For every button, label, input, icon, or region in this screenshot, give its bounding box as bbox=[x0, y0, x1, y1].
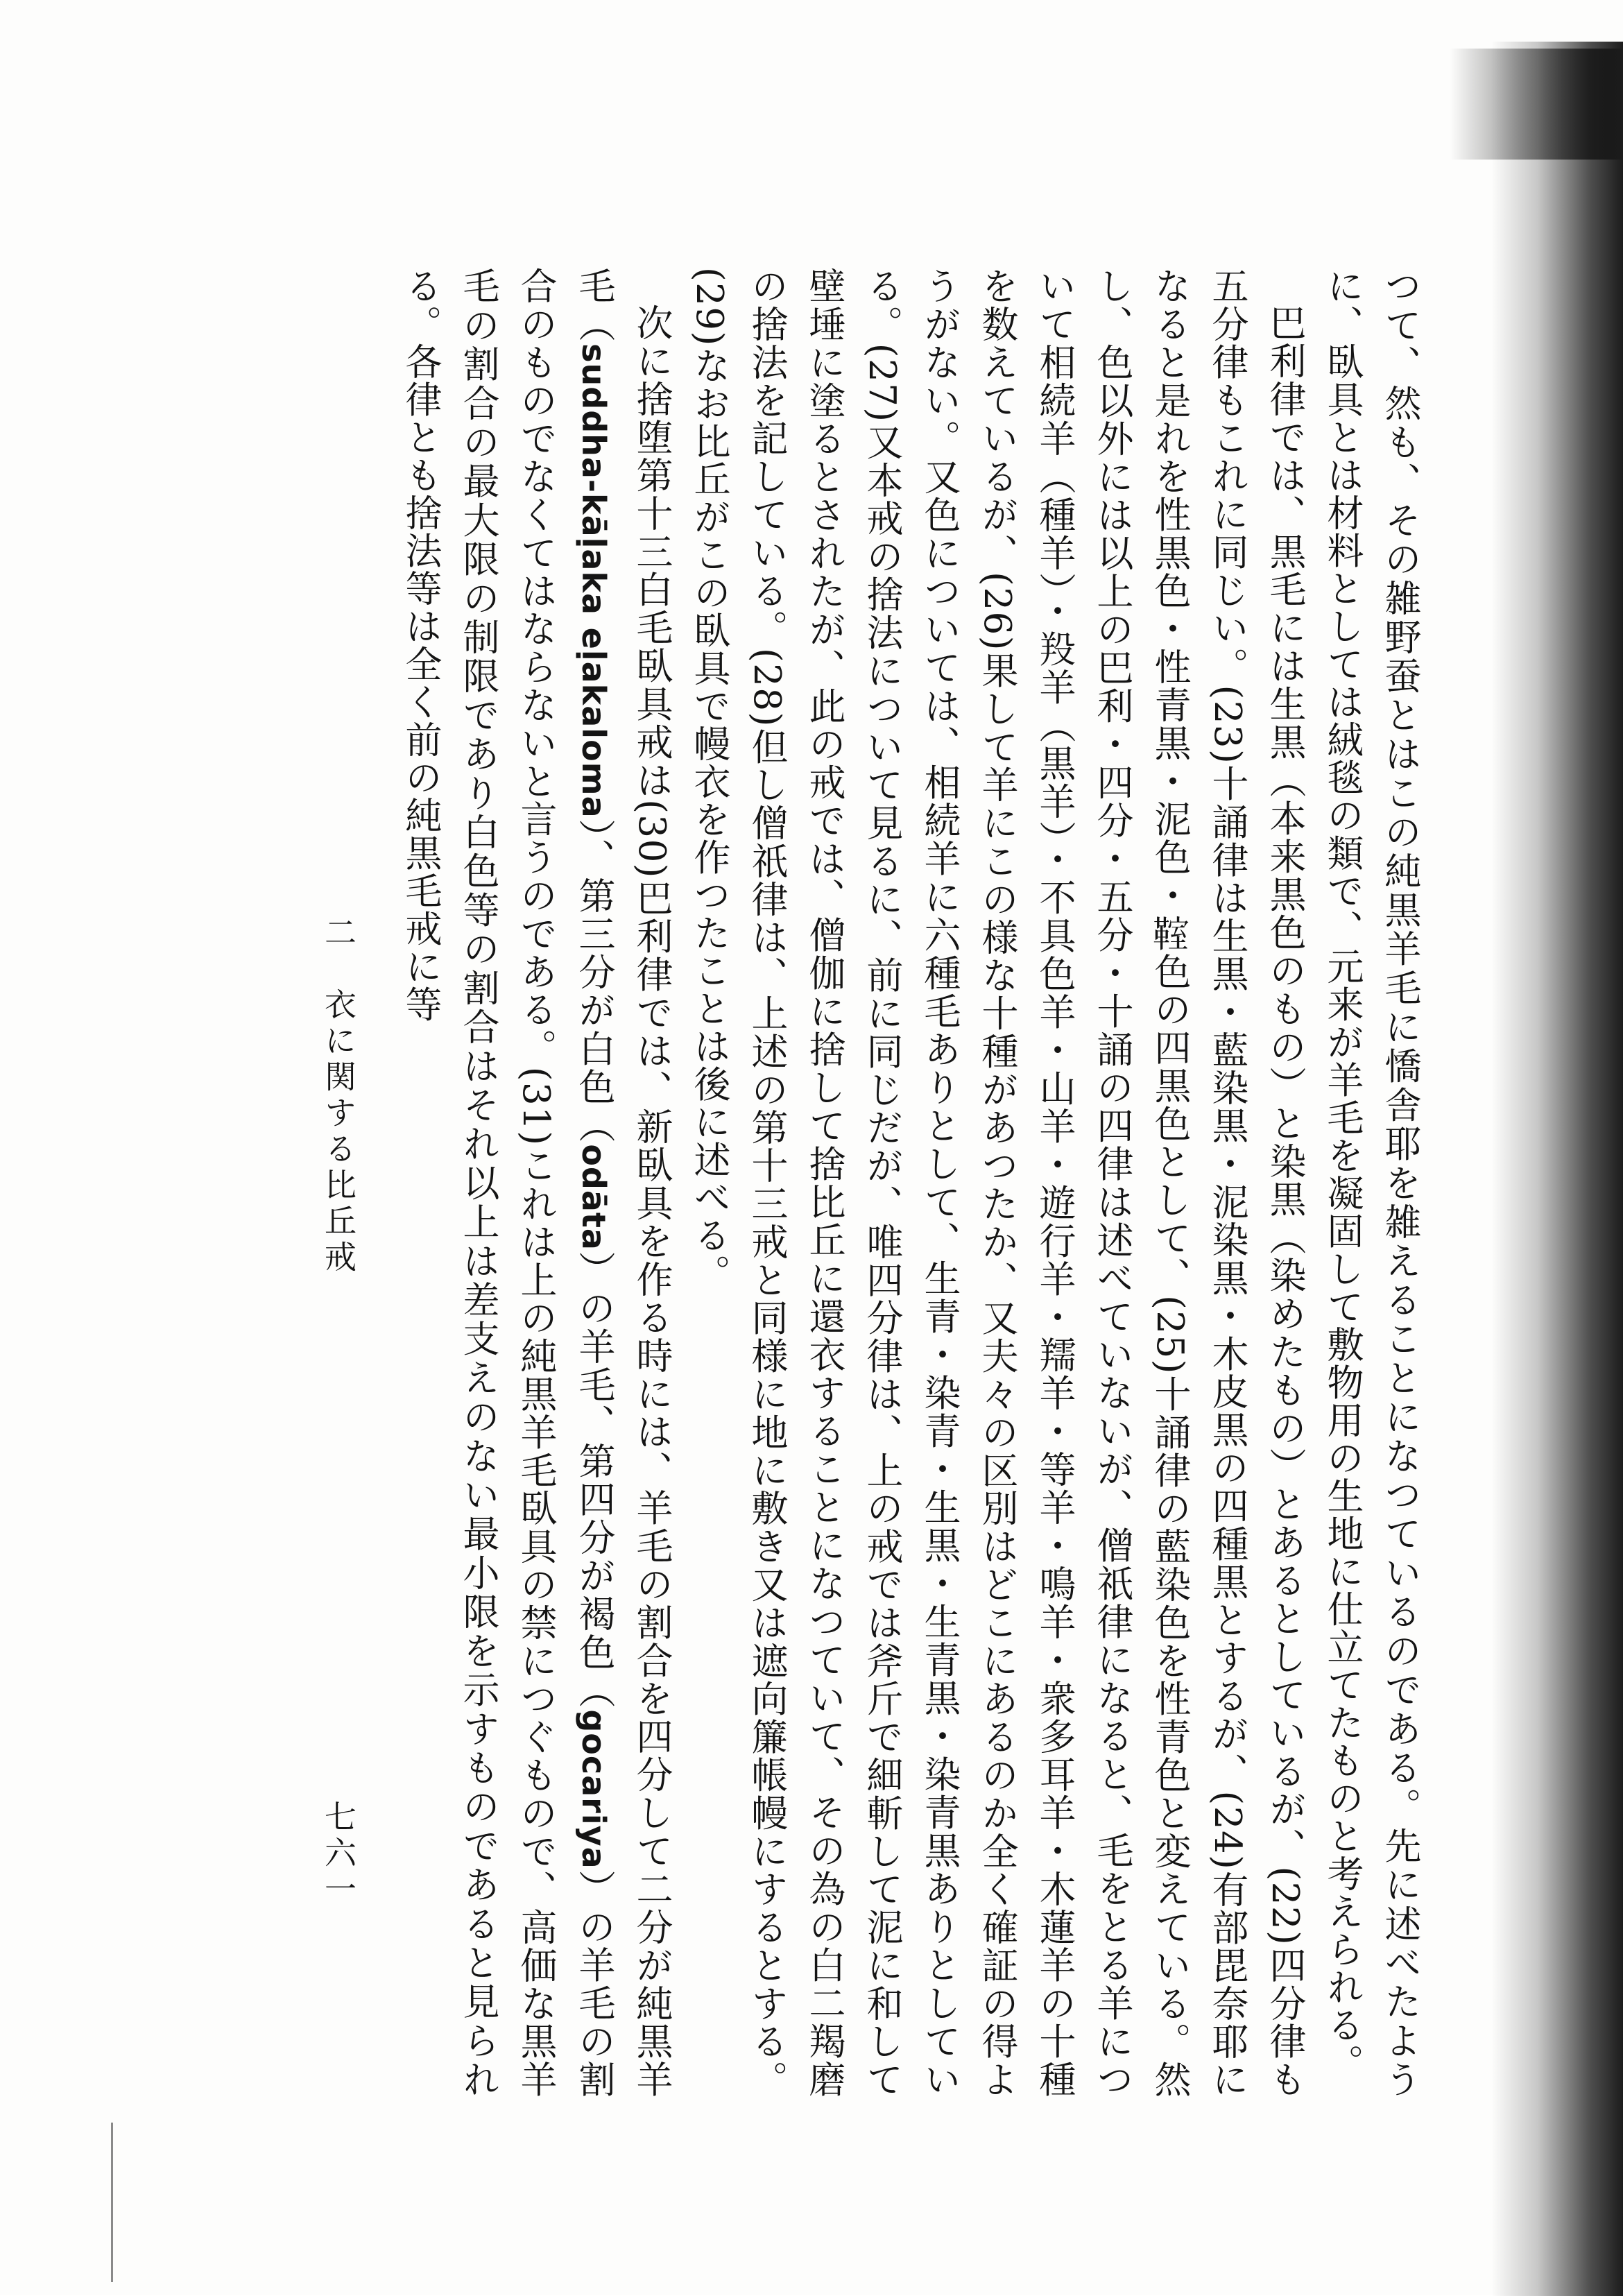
paragraph-2-text: 巴利律では、黒毛には生黒（本来黒色のもの）と染黒（染めたもの）とあるとしているが、(22)四分律も五分律もこれに同じい。(23)十誦律は生黒・藍染黒・泥染黒・木皮黒の四種黒とするが、(24)有部毘奈耶になると是れを性黒色・性青黒・泥色・𩋡色の四黒色として、(25)十誦律の藍染色を性青色と変えている。然し、色以外には以上の巴利・四分・五分・十誦の四律は述べていないが、僧祇律になると、毛をとる羊について相続羊（種羊）・羖羊（黒羊）・不具色羊・山羊・遊行羊・羺羊・等羊・鳴羊・衆多耳羊・木蓮羊の十種を数えているが、(26)果して羊にこの様な十種があつたか、又夫々の区別はどこにあるのか全く確証の得ようがない。又色については、相続羊に六種毛ありとして、生青・染青・生黒・生青黒・染青黒ありとしている。(27)又本戒の捨法について見るに、前に同じだが、唯四分律は、上の戒では斧斤で細斬して泥に和して壁埵に塗るとされたが、此の戒では、僧伽に捨して捨比丘に還衣することになつていて、その為の白二羯磨の捨法を記している。(28)但し僧祇律は、上述の第十三戒と同様に地に敷き又は遮向簾帳幔にするとする。(29)なお比丘がこの臥具で幔衣を作つたことは後に述べる。 bbox=[688, 267, 1306, 2099]
pali-term-gocariya: gocariya bbox=[575, 1709, 612, 1869]
paragraph-1-text: つて、然も、その雑野蚕とはこの純黒羊毛に憍舎耶を雑えることになつているのである。先に述べたように、臥具とは材料としては絨毯の類で、元来が羊毛を凝固して敷物用の生地に仕立てたものと考えられる。 bbox=[1321, 267, 1421, 2098]
running-head: 二 衣に関する比丘戒 bbox=[320, 916, 357, 1276]
page-number: 七六一 bbox=[320, 1800, 357, 1908]
paragraph-1 bbox=[1314, 267, 1429, 2098]
body-text bbox=[194, 267, 1429, 2098]
pali-term-odata: odāta bbox=[575, 1144, 612, 1251]
pali-term-suddha-kalaka: suddha-kāḷaka eḷakaloma bbox=[575, 343, 612, 819]
paragraph-3 bbox=[392, 267, 680, 2098]
paragraph-3-text-c: ）の羊毛、第四分が褐色（ bbox=[573, 1250, 615, 1710]
paragraph-3-text-d: ）の羊毛の割合のものでなくてはならないと言うのである。(31)これは上の純黒羊毛臥具の禁につぐもので、高価な黒羊毛の割合の最大限の制限であり白色等の割合はそれ以上は差支えのない最小限を示すものであると見られる。各律とも捨法等は全く前の純黒毛戒に等 bbox=[400, 267, 615, 2099]
paragraph-2 bbox=[680, 267, 1314, 2098]
scan-shadow-edge bbox=[1491, 42, 1623, 2296]
margin-line bbox=[111, 2123, 113, 2282]
paragraph-3-text-a: 次に捨堕第十三白毛臥具戒は(30)巴利律では、新臥具を作る時には、羊毛の割合を四分して二分が純黒羊毛（ bbox=[573, 267, 673, 2098]
paragraph-3-text-b: ）、第三分が白色（ bbox=[573, 818, 615, 1145]
